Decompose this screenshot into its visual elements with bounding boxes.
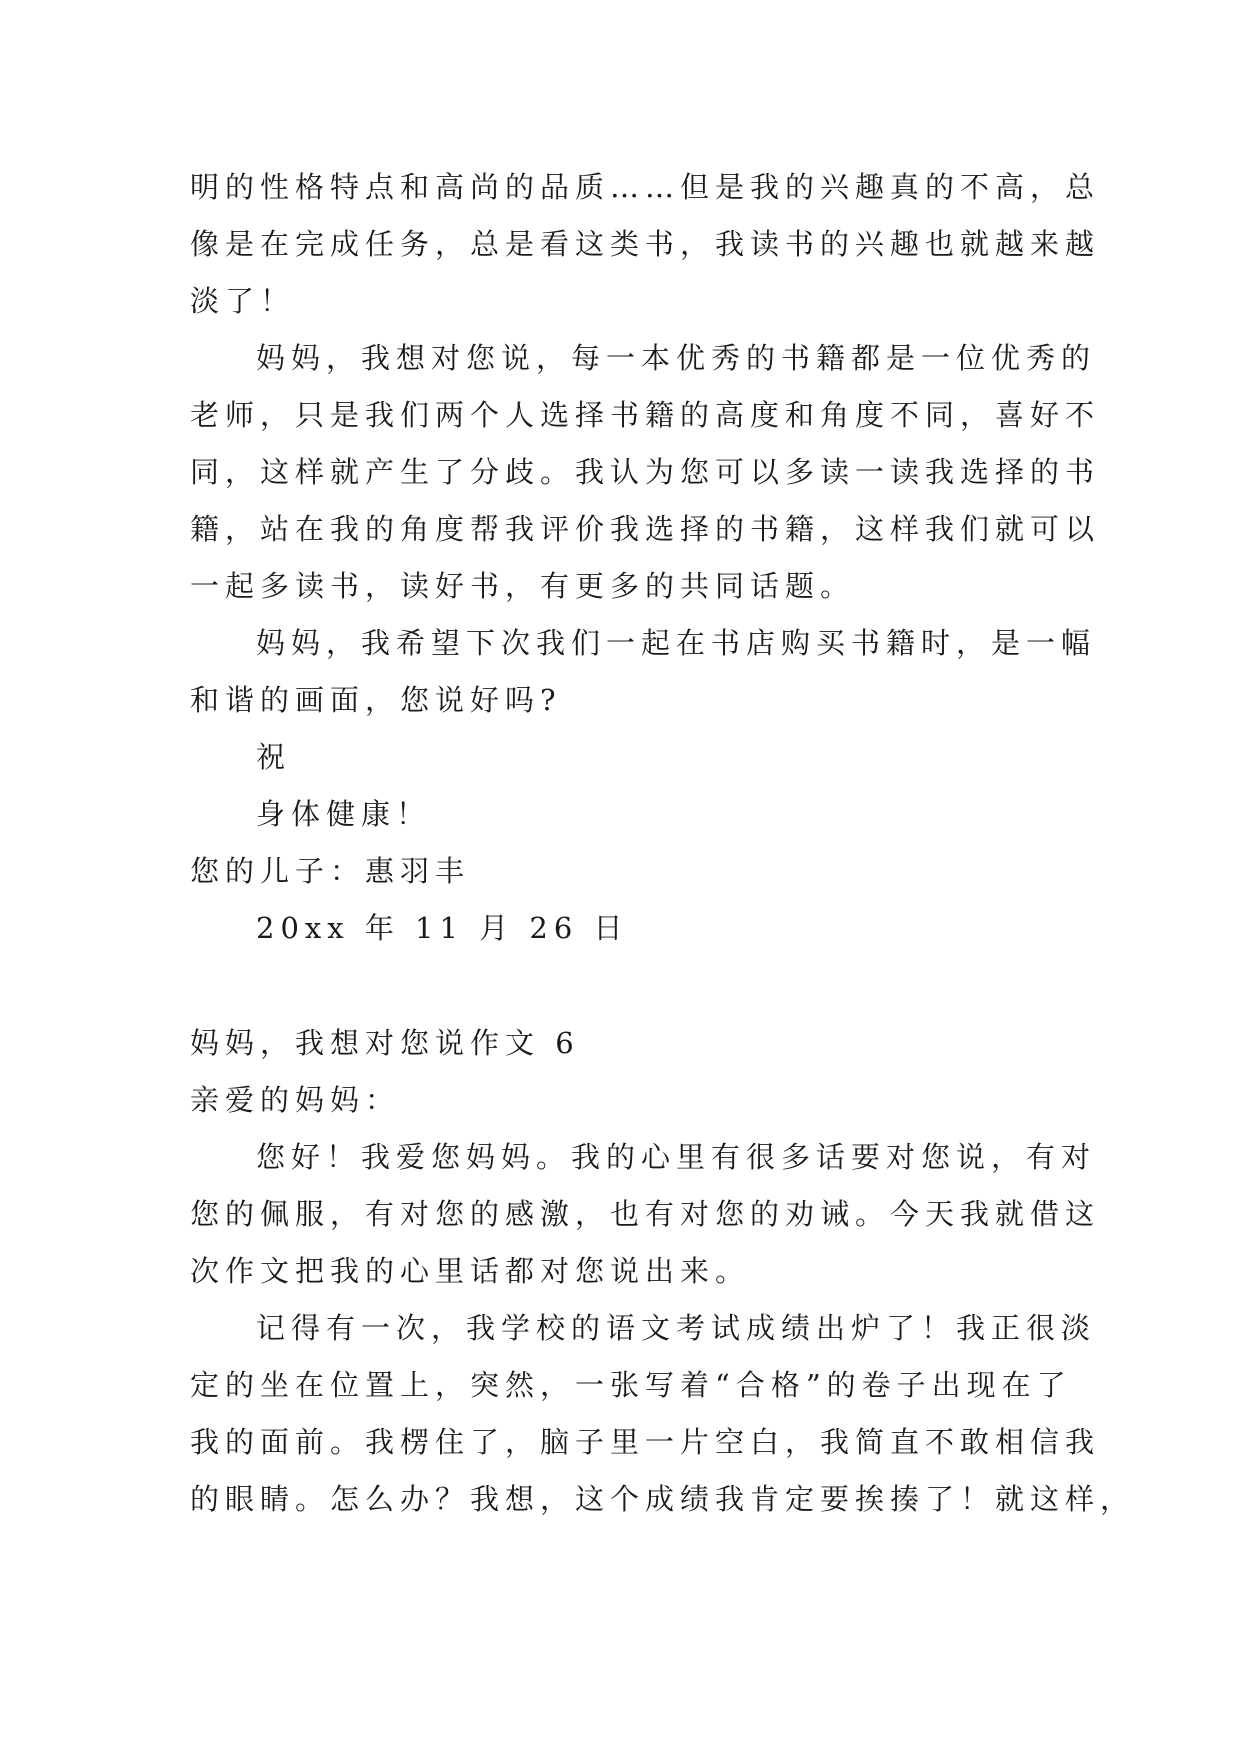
section-title: 妈妈，我想对您说作文 6 [190,1026,580,1060]
paragraph-line: 妈妈，我希望下次我们一起在书店购买书籍时，是一幅 [256,626,1097,660]
paragraph-line: 记得有一次，我学校的语文考试成绩出炉了！我正很淡 [256,1311,1097,1345]
paragraph-line: 定的坐在位置上，突然，一张写着“合格”的卷子出现在了 [190,1368,1072,1402]
paragraph-line: 淡了！ [190,284,296,318]
paragraph-line: 老师，只是我们两个人选择书籍的高度和角度不同，喜好不 [190,398,1101,432]
paragraph-line: 像是在完成任务，总是看这类书，我读书的兴趣也就越来越 [190,227,1101,261]
closing-wish: 身体健康！ [256,797,432,831]
paragraph-line: 妈妈，我想对您说，每一本优秀的书籍都是一位优秀的 [256,341,1097,375]
paragraph-line: 明的性格特点和高尚的品质……但是我的兴趣真的不高，总 [190,170,1101,204]
closing-greeting: 祝 [256,740,292,774]
paragraph-line: 一起多读书，读好书，有更多的共同话题。 [190,569,856,603]
paragraph-line: 籍，站在我的角度帮我评价我选择的书籍，这样我们就可以 [190,512,1101,546]
paragraph-line: 和谐的画面，您说好吗? [190,683,562,717]
paragraph-line: 您的佩服，有对您的感激，也有对您的劝诫。今天我就借这 [190,1197,1101,1231]
paragraph-line: 您好！我爱您妈妈。我的心里有很多话要对您说，有对 [256,1140,1097,1174]
signature: 您的儿子：惠羽丰 [190,854,471,888]
paragraph-line: 的眼睛。怎么办？我想，这个成绩我肯定要挨揍了！就这样， [190,1482,1136,1516]
paragraph-line: 次作文把我的心里话都对您说出来。 [190,1254,751,1288]
salutation: 亲爱的妈妈： [190,1083,401,1117]
paragraph-line: 我的面前。我楞住了，脑子里一片空白，我简直不敢相信我 [190,1425,1101,1459]
paragraph-line: 同，这样就产生了分歧。我认为您可以多读一读我选择的书 [190,455,1101,489]
letter-date: 20xx 年 11 月 26 日 [256,911,629,945]
